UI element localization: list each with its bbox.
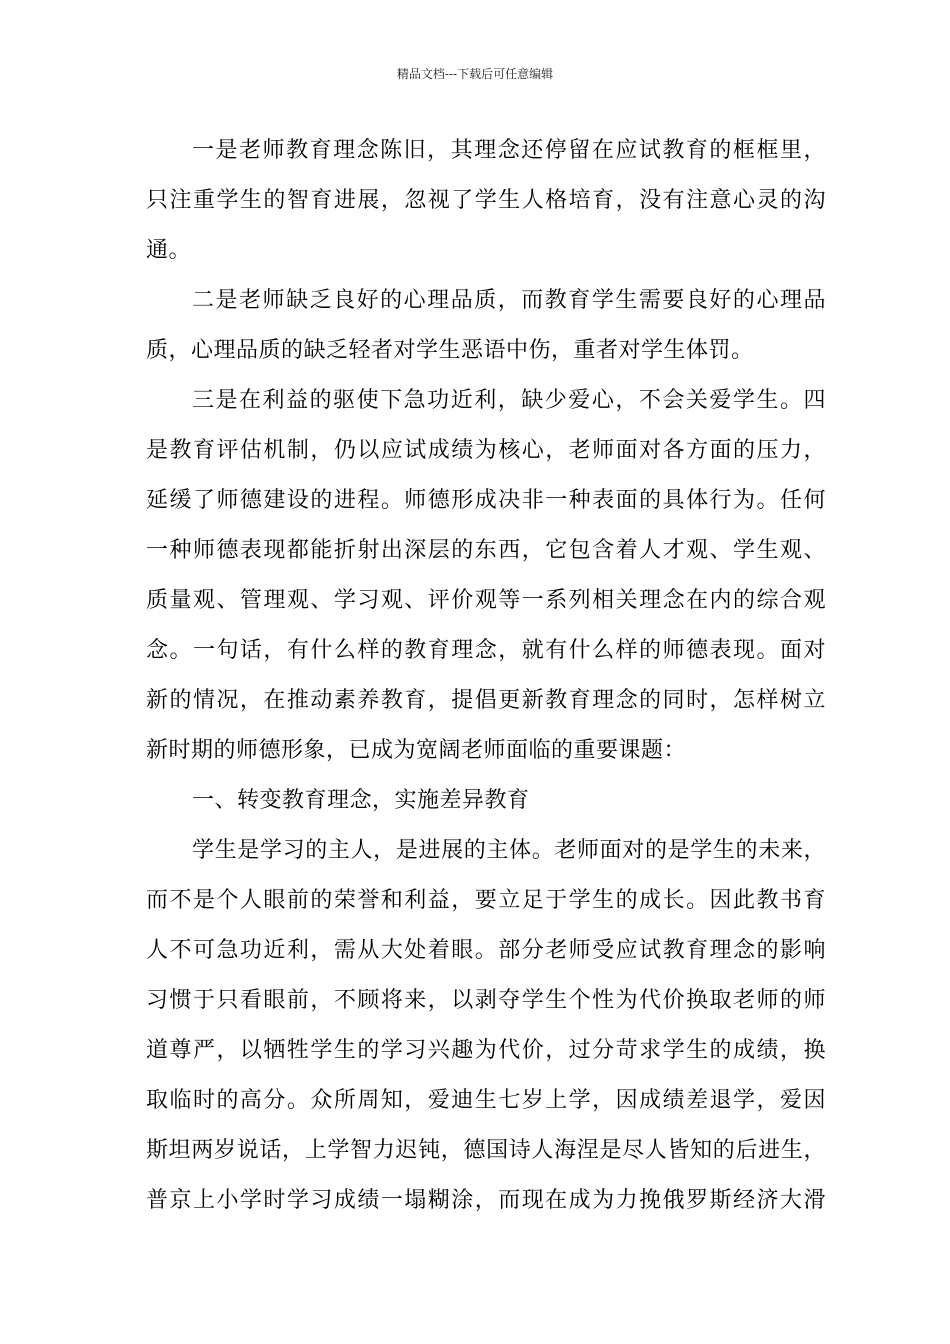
- text-line: 斯坦两岁说话，上学智力迟钝，德国诗人海涅是尽人皆知的后进生，: [146, 1138, 826, 1163]
- document-body: [146, 131, 826, 1231]
- text-line: 普京上小学时学习成绩一塌糊涂，而现在成为力挽俄罗斯经济大滑: [146, 1188, 826, 1213]
- text-line: 二是老师缺乏良好的心理品质，而教育学生需要良好的心理品: [192, 288, 826, 313]
- paragraph-3: [146, 381, 826, 781]
- text-line: 质，心理品质的缺乏轻者对学生恶语中伤，重者对学生体罚。: [146, 338, 754, 363]
- text-line: 念。一句话，有什么样的教育理念，就有什么样的师德表现。面对: [146, 638, 826, 663]
- text-line: 道尊严，以牺牲学生的学习兴趣为代价，过分苛求学生的成绩，换: [146, 1038, 826, 1063]
- paragraph-1: [146, 131, 826, 281]
- text-line: 通。: [146, 238, 192, 263]
- text-line: 一是老师教育理念陈旧，其理念还停留在应试教育的框框里，: [192, 138, 826, 163]
- paragraph-2: [146, 281, 826, 381]
- text-line: 取临时的高分。众所周知，爱迪生七岁上学，因成绩差退学，爱因: [146, 1088, 826, 1113]
- text-line: 质量观、管理观、学习观、评价观等一系列相关理念在内的综合观: [146, 588, 826, 613]
- text-line: 是教育评估机制，仍以应试成绩为核心，老师面对各方面的压力，: [146, 438, 826, 463]
- text-line: 一种师德表现都能折射出深层的东西，它包含着人才观、学生观、: [146, 538, 826, 563]
- text-line: 习惯于只看眼前，不顾将来，以剥夺学生个性为代价换取老师的师: [146, 988, 826, 1013]
- text-line: 学生是学习的主人，是进展的主体。老师面对的是学生的未来，: [192, 838, 826, 863]
- page-header: 精品文档---下载后可任意编辑: [396, 67, 554, 81]
- section-heading: [146, 781, 826, 831]
- text-line: 新时期的师德形象，已成为宽阔老师面临的重要课题：: [146, 738, 687, 763]
- text-line: 而不是个人眼前的荣誉和利益，要立足于学生的成长。因此教书育: [146, 888, 826, 913]
- text-line: 延缓了师德建设的进程。师德形成决非一种表面的具体行为。任何: [146, 488, 826, 513]
- text-line: 新的情况，在推动素养教育，提倡更新教育理念的同时，怎样树立: [146, 688, 826, 713]
- text-line: 只注重学生的智育进展，忽视了学生人格培育，没有注意心灵的沟: [146, 188, 826, 213]
- text-line: 人不可急功近利，需从大处着眼。部分老师受应试教育理念的影响: [146, 938, 826, 963]
- paragraph-4: [146, 831, 826, 1231]
- text-line: 三是在利益的驱使下急功近利，缺少爱心，不会关爱学生。四: [192, 388, 826, 413]
- text-line: 一、转变教育理念，实施差异教育: [192, 788, 530, 813]
